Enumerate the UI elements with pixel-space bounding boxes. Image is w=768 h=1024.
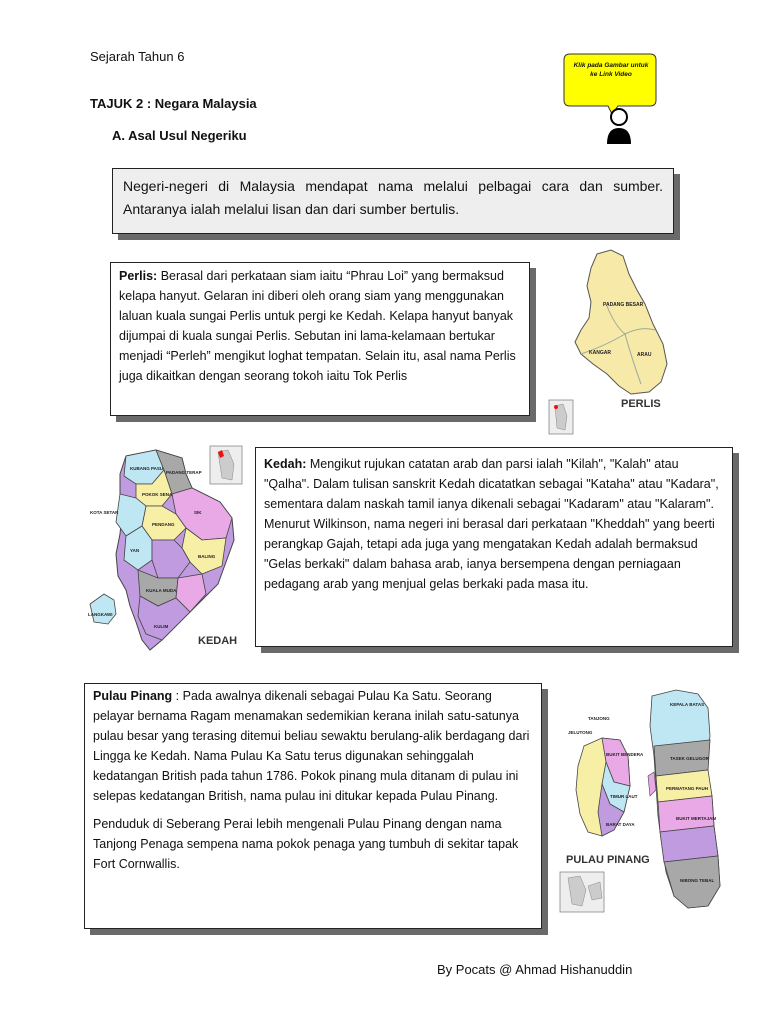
perlis-map-image [545,246,685,436]
kedah-name: Kedah: [264,457,307,471]
perlis-map-title: PERLIS [621,398,661,410]
penang-label-tasek-gelugor: TASEK GELUGOR [670,756,709,761]
penang-text: : Pada awalnya dikenali sebagai Pulau Ka Satu. Seorang pelayar bernama Ragam menamakan sedemikian kerana inilah satu-satunya pulau besar yang terasing ditemui beliau sewaktu berulang-alik berdagang dari Lingga ke Kedah. Nama Pulau Ka Satu terus digunakan sehinggalah kedatangan British pada tahun 1786. Pokok pinang mula ditanam di pulau ini selepas kedatangan British, nama pulau ini ditukar kepada Pulau Pinang. [93,689,530,803]
penang-label-tanjong: TANJONG [588,716,610,721]
kedah-text: Mengikut rujukan catatan arab dan parsi ialah "Kilah", "Kalah" atau "Qalha". Dalam tulisan sanskrit Kedah dicatatkan sebagai "Kataha" atau "Kadara", sementara dalam naskah tamil ianya dikenali sebagai "Kadaram" atau "Kalaram". Menurut Wilkinson, nama negeri ini berasal dari perkataan "Kheddah" yang beerti perangkap Gajah, tetapi ada juga yang mengatakan Kedah adalah bermaksud "Gelas berkaki" dalam bahasa arab, ianya bersempena dengan perniagaan pedagang arab yang menjual gelas berkaki pada masa itu. [264,457,719,591]
subject-label: Sejarah Tahun 6 [90,49,185,64]
penang-name: Pulau Pinang [93,689,173,703]
penang-map-image [558,686,734,918]
penang-label-permatang-pauh: PERMATANG PAUH [666,786,708,791]
kedah-label-kubang-pasu: KUBANG PASU [130,466,164,471]
author-footer: By Pocats @ Ahmad Hishanuddin [437,962,633,977]
topic-title: TAJUK 2 : Negara Malaysia [90,96,257,111]
penang-box [84,683,542,929]
bubble-text: Klik pada Gambar untuk ke Link Video [573,62,649,78]
kedah-label-sik: SIK [194,510,202,515]
kedah-label-baling: BALING [198,554,216,559]
perlis-label-padang-besar: PADANG BESAR [603,302,644,308]
perlis-label-kangar: KANGAR [589,350,611,356]
penang-label-timur-laut: TIMUR LAUT [610,794,638,799]
kedah-label-padang-terap: PADANG TERAP [166,470,202,475]
penang-label-jelutong: JELUTONG [568,730,593,735]
section-title: A. Asal Usul Negeriku [112,128,247,143]
perlis-map[interactable] [545,246,685,436]
kedah-label-kuala-muda: KUALA MUDA [146,588,177,593]
penang-text-2: Penduduk di Seberang Perai lebih mengenali Pulau Pinang dengan nama Tanjong Penaga sempena nama pokok penaga yang tumbuh di sekitar tapak Fort Cornwallis. [93,817,519,871]
kedah-map[interactable] [86,444,246,654]
penang-map-title: PULAU PINANG [566,854,650,866]
kedah-map-image [86,444,246,654]
penang-label-bukit-bendera: BUKIT BENDERA [606,752,644,757]
intro-box [112,168,674,234]
perlis-text: Berasal dari perkataan siam iaitu “Phrau Loi” yang bermaksud kelapa hanyut. Gelaran ini diberi oleh orang siam yang menggunakan laluan kuala sungai Perlis untuk pergi ke Kedah. Kelapa hanyut banyak dijumpai di kuala sungai Perlis. Sebutan ini lama-kelamaan bertukar menjadi “Perleh” mengikut loghat tempatan. Selain itu, asal nama Perlis juga dikaitkan dengan seorang tokoh iaitu Tok Perlis [119,269,516,383]
video-link-button[interactable] [560,48,670,158]
perlis-name: Perlis: [119,269,158,283]
penang-label-kepala-batas: KEPALA BATAS [670,702,705,707]
penang-label-bukit-mertajam: BUKIT MERTAJAM [676,816,717,821]
kedah-label-langkawi: LANGKAWI [88,612,113,617]
kedah-map-title: KEDAH [198,635,238,647]
perlis-box [110,262,530,416]
penang-label-barat-daya: BARAT DAYA [606,822,635,827]
penang-label-nibong-tebal: NIBONG TEBAL [680,878,715,883]
kedah-label-yan: YAN [130,548,140,553]
kedah-box [255,447,733,647]
perlis-label-arau: ARAU [637,352,652,358]
penang-map[interactable] [558,686,734,918]
kedah-label-pokok-sena: POKOK SENA [142,492,173,497]
kedah-label-kulim: KULIM [154,624,169,629]
person-icon [604,106,634,146]
intro-text: Negeri-negeri di Malaysia mendapat nama melalui pelbagai cara dan sumber. Antaranya ialah melalui lisan dan dari sumber bertulis. [123,178,663,217]
kedah-label-kota-setar: KOTA SETAR [90,510,119,515]
kedah-label-pendang: PENDANG [152,522,175,527]
